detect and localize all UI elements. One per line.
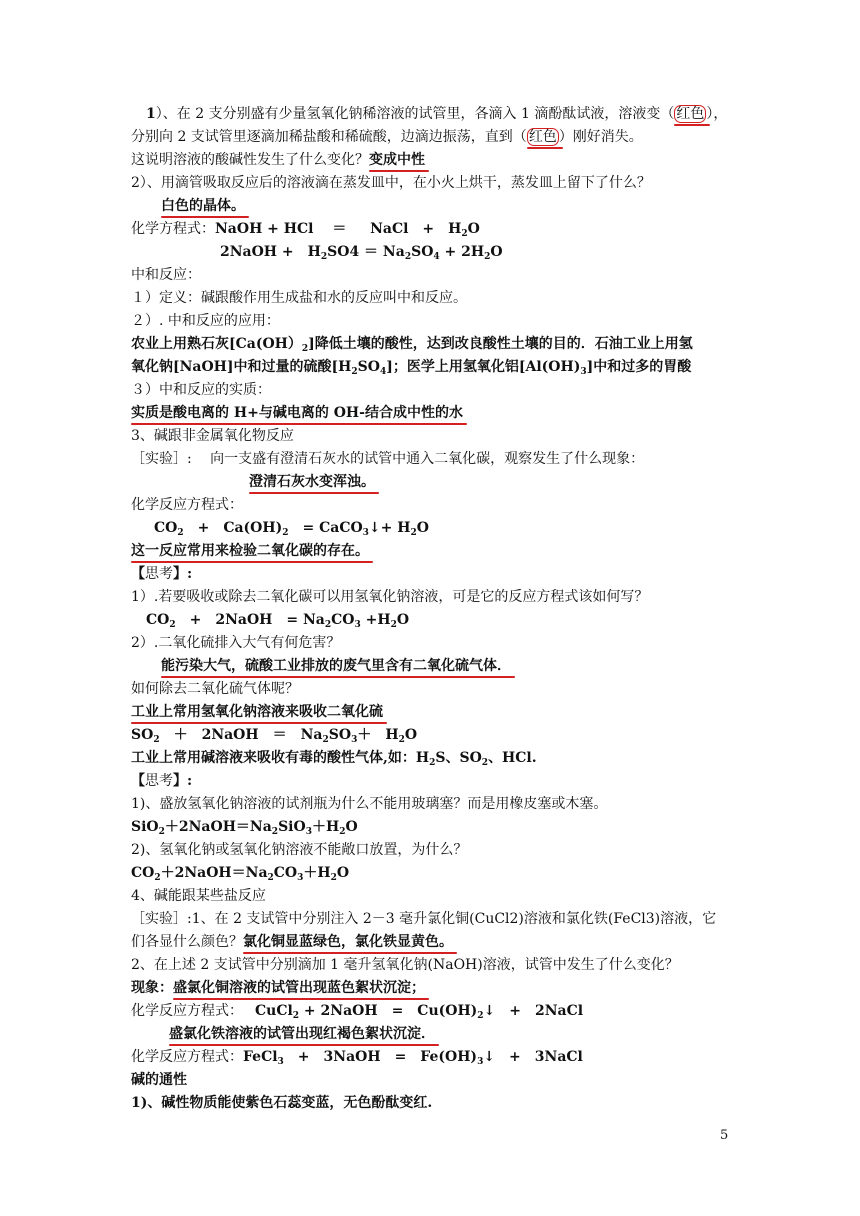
- answer-red-color-1: 红色: [676, 106, 705, 122]
- section-heading: 3、碱跟非金属氧化物反应: [131, 428, 294, 444]
- text-line: ３）中和反应的实质：: [131, 382, 271, 398]
- answer-line: 实质是酸电离的 H+与碱电离的 OH-结合成中性的水: [131, 405, 463, 421]
- page-number: 5: [720, 1128, 729, 1143]
- equation-line: $CO_2$ + 2NaOH = $Na_2CO_3 +H_2O$: [146, 612, 410, 630]
- text-line: 1)、盛放氢氧化钠溶液的试剂瓶为什么不能用玻璃塞？而是用橡皮塞或木塞。: [131, 796, 608, 812]
- text-line: 农业上用熟石灰$[Ca(OH)_2]$降低土壤的酸性，达到改良酸性土壤的目的．石油工业上用氢: [131, 336, 693, 354]
- text-line: ２）. 中和反应的应用：: [131, 313, 280, 329]
- text-line: 2）、用滴管吸取反应后的溶液滴在蒸发皿中，在小火上烘干，蒸发皿上留下了什么？: [131, 175, 651, 191]
- text-line: 2)、氢氧化钠或氢氧化钠溶液不能敞口放置，为什么？: [131, 842, 468, 858]
- equation-line: $CO_2+2NaOH=Na_2CO_3+H_2O$: [131, 865, 350, 883]
- text-line: 分别向 2 支试管里逐滴加稀盐酸和稀硫酸，边滴边振荡，直到（ 红色 ）刚好消失。: [131, 129, 643, 145]
- text-line: 们各显什么颜色？氯化铜显蓝绿色，氯化铁显黄色。: [131, 934, 453, 950]
- text-line: 如何除去二氧化硫气体呢？: [131, 681, 299, 697]
- equation-line: 化学方程式：NaOH + HCl ＝ NaCl + $H_2O$: [131, 221, 480, 239]
- section-heading: 碱的通性: [131, 1072, 187, 1088]
- equation-line: 2NaOH + $H_2SO4 = Na_2SO_4 + 2H_2O$: [220, 244, 503, 262]
- text-line: 2、在上述 2 支试管中分别滴加 1 毫升氢氧化钠(NaOH)溶液，试管中发生了什么变化？: [131, 957, 679, 973]
- answer-neutral: 变成中性: [369, 152, 425, 168]
- text-line: ［实验］: 向一支盛有澄清石灰水的试管中通入二氧化碳，观察发生了什么现象：: [131, 451, 645, 467]
- text-line: 工业上常用碱溶液来吸收有毒的酸性气体,如：$H_2S$、$SO_2$、HCl.: [131, 750, 537, 768]
- text-line: 中和反应：: [131, 267, 201, 283]
- text-line: 1）.若要吸收或除去二氧化碳可以用氢氧化钠溶液，可是它的反应方程式该如何写？: [131, 589, 649, 605]
- text-line: ［实验］:1、在 2 支试管中分别注入 2－3 毫升氯化铜(CuCl2)溶液和氯化铁(FeCl3)溶液，它: [131, 911, 717, 927]
- equation-line: 化学反应方程式： CuCl$_2$ + 2NaOH = $Cu(OH)_2↓$ + 2NaCl: [131, 1003, 584, 1021]
- equation-line: $SiO_2+2NaOH=Na_2SiO_3+H_2O$: [131, 819, 358, 837]
- text-line: 1）、在 2 支分别盛有少量氢氧化钠稀溶液的试管里，各滴入 1 滴酚酞试液，溶液变（ 红色 ），: [146, 106, 728, 122]
- section-heading: 4、碱能跟某些盐反应: [131, 888, 266, 904]
- text-line: 1)、碱性物质能使紫色石蕊变蓝，无色酚酞变红.: [131, 1095, 433, 1111]
- answer-line: 澄清石灰水变浑浊。: [249, 474, 375, 490]
- equation-line: $SO_2$ ＋ 2NaOH ＝ $Na_2SO_3+$ $H_2O$: [131, 727, 418, 745]
- text-line: 2）.二氧化硫排入大气有何危害？: [131, 635, 341, 651]
- answer-red-color-2: 红色: [528, 129, 557, 145]
- text-line: 化学反应方程式：: [131, 497, 243, 513]
- equation-line: 化学反应方程式：FeCl$_3$ + 3NaOH = $Fe(OH)_3↓$ + 3NaCl: [131, 1049, 583, 1067]
- answer-line: 盛氯化铁溶液的试管出现红褐色絮状沉淀．: [169, 1026, 435, 1042]
- answer-line: 这一反应常用来检验二氧化碳的存在。: [131, 543, 369, 559]
- text-line: 【思考】:: [131, 566, 193, 582]
- text-line: １）定义：碱跟酸作用生成盐和水的反应叫中和反应。: [131, 290, 467, 306]
- text-line: 【思考】:: [131, 773, 193, 789]
- equation-line: $CO_2$ + $Ca(OH)_2$ = CaCO$_3$↓+ $H_2O$: [154, 520, 429, 538]
- answer-line: 现象：盛氯化铜溶液的试管出现蓝色絮状沉淀；: [131, 980, 425, 996]
- answer-line: 白色的晶体。: [161, 198, 245, 214]
- answer-line: 能污染大气，硫酸工业排放的废气里含有二氧化硫气体．: [161, 658, 511, 674]
- text-line: 这说明溶液的酸碱性发生了什么变化？变成中性: [131, 152, 425, 168]
- text-line: 氧化钠[NaOH]中和过量的硫酸$[H_2SO_4]$；医学上用氢氧化铝$[Al(OH)_3]$中和过多的胃酸: [131, 359, 692, 377]
- answer-line: 工业上常用氢氧化钠溶液来吸收二氧化硫: [131, 704, 383, 720]
